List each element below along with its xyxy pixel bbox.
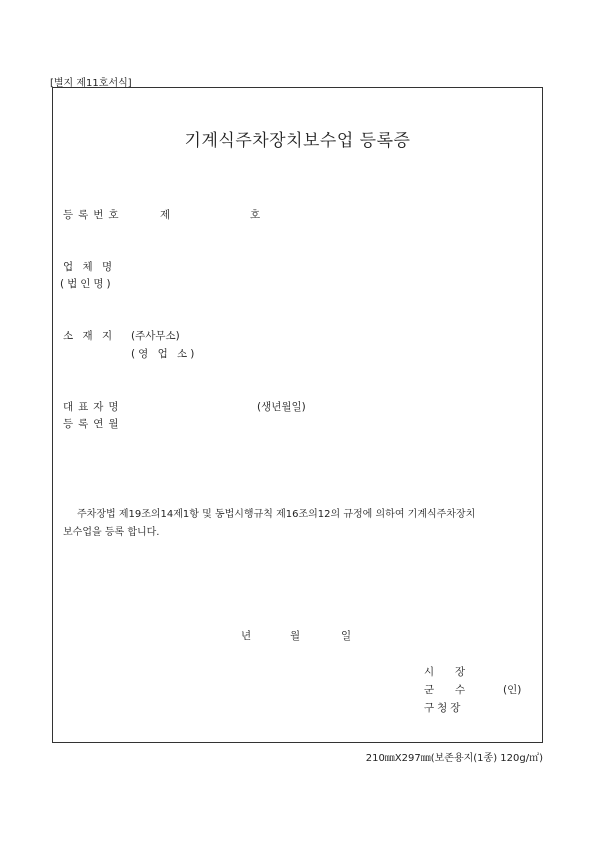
business-office-label: (영 업 소) [131,348,198,360]
registration-date-label: 등록연월 [63,418,124,430]
body-text-line-1: 주차장법 제19조의14제1항 및 동법시행규칙 제16조의12의 규정에 의하여 기계식주차장치 [77,509,476,520]
representative-name-label: 대표자명 [63,401,124,413]
paper-spec-footer: 210㎜X297㎜(보존용지(1종) 120g/㎡) [365,753,543,764]
mayor-title-second: 장 [455,666,466,678]
date-day: 일 [341,630,352,642]
registration-number-prefix: 제 [160,209,171,221]
form-number-label: [별지 제11호서식] [50,78,132,89]
district-head-title: 구청장 [424,702,464,714]
head-office-label: (주사무소) [131,330,180,342]
body-text-line-2: 보수업을 등록 합니다. [63,527,160,538]
date-year: 년 [241,630,252,642]
county-title-first: 군 [424,684,435,696]
mayor-title-first: 시 [424,666,435,678]
certificate-title: 기계식주차장치보수업 등록증 [184,131,411,151]
certificate-frame [52,87,543,743]
registration-number-label: 등록번호 [63,209,124,221]
county-title-second: 수 [455,684,466,696]
birthdate-label: (생년월일) [257,401,306,413]
seal-mark: (인) [503,684,522,696]
corporation-name-label: (법인명) [60,278,114,290]
registration-number-suffix: 호 [250,209,261,221]
company-name-label: 업 체 명 [63,261,116,273]
address-label: 소 재 지 [63,330,116,342]
date-month: 월 [290,630,301,642]
